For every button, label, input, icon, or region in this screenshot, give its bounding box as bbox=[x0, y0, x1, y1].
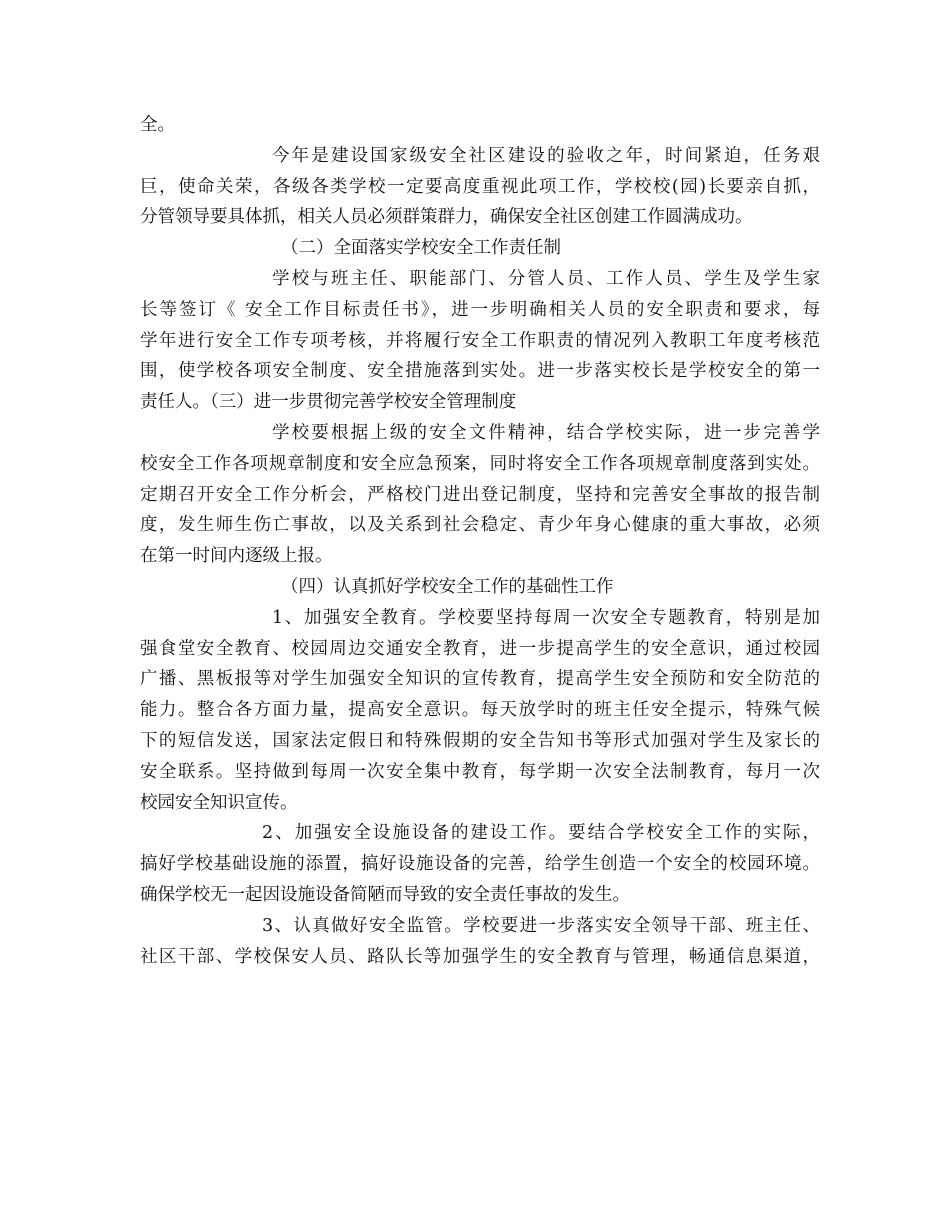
text-line: 社区干部、学校保安人员、路队长等加强学生的安全教育与管理，畅通信息渠道， bbox=[140, 946, 820, 967]
text-line: 全。 bbox=[140, 115, 175, 135]
document-body bbox=[140, 110, 820, 972]
text-line: 学校要根据上级的安全文件精神，结合学校实际，进一步完善学 bbox=[272, 422, 820, 443]
text-line: 校园安全知识宣传。 bbox=[140, 792, 298, 813]
text-line: （二）全面落实学校安全工作责任制 bbox=[281, 238, 561, 259]
text-line: 1、加强安全教育。学校要坚持每周一次安全专题教育，特别是加 bbox=[272, 607, 820, 628]
text-line: 能力。整合各方面力量，提高安全意识。每天放学时的班主任安全提示，特殊气候 bbox=[140, 700, 820, 721]
text-line: 搞好学校基础设施的添置，搞好设施设备的完善，给学生创造一个安全的校园环境。 bbox=[140, 854, 820, 875]
text-line: 3、认真做好安全监管。学校要进一步落实安全领导干部、班主任、 bbox=[262, 915, 820, 936]
text-line: 安全联系。坚持做到每周一次安全集中教育，每学期一次安全法制教育，每月一次 bbox=[140, 761, 820, 782]
text-line: （四）认真抓好学校安全工作的基础性工作 bbox=[281, 576, 614, 597]
text-line: 确保学校无一起因设施设备简陋而导致的安全责任事故的发生。 bbox=[140, 884, 630, 905]
text-line: 2、加强安全设施设备的建设工作。要结合学校安全工作的实际， bbox=[262, 823, 820, 844]
text-line: 学校与班主任、职能部门、分管人员、工作人员、学生及学生家 bbox=[272, 268, 820, 289]
text-line: 校安全工作各项规章制度和安全应急预案，同时将安全工作各项规章制度落到实处。 bbox=[140, 453, 820, 474]
text-line: 今年是建设国家级安全社区建设的验收之年，时间紧迫，任务艰 bbox=[272, 145, 820, 166]
text-line: 在第一时间内逐级上报。 bbox=[140, 546, 333, 567]
text-line: 巨，使命关荣，各级各类学校一定要高度重视此项工作，学校校(园)长要亲自抓， bbox=[140, 176, 820, 197]
text-line: 广播、黑板报等对学生加强安全知识的宣传教育，提高学生安全预防和安全防范的 bbox=[140, 669, 820, 690]
text-line: 度，发生师生伤亡事故，以及关系到社会稳定、青少年身心健康的重大事故，必须 bbox=[140, 515, 820, 536]
text-line: 长等签订《 安全工作目标责任书》，进一步明确相关人员的安全职责和要求，每 bbox=[140, 299, 820, 320]
text-line: 学年进行安全工作专项考核，并将履行安全工作职责的情况列入教职工年度考核范 bbox=[140, 330, 820, 351]
text-line: 分管领导要具体抓，相关人员必须群策群力，确保安全社区创建工作圆满成功。 bbox=[140, 207, 753, 228]
text-line: 围，使学校各项安全制度、安全措施落到实处。进一步落实校长是学校安全的第一 bbox=[140, 361, 820, 382]
text-line: 强食堂安全教育、校园周边交通安全教育，进一步提高学生的安全意识，通过校园 bbox=[140, 638, 820, 659]
text-line: 下的短信发送，国家法定假日和特殊假期的安全告知书等形式加强对学生及家长的 bbox=[140, 730, 820, 751]
text-line: 责任人。（三）进一步贯彻完善学校安全管理制度 bbox=[140, 392, 517, 413]
text-line: 定期召开安全工作分析会，严格校门进出登记制度，坚持和完善安全事故的报告制 bbox=[140, 484, 820, 505]
